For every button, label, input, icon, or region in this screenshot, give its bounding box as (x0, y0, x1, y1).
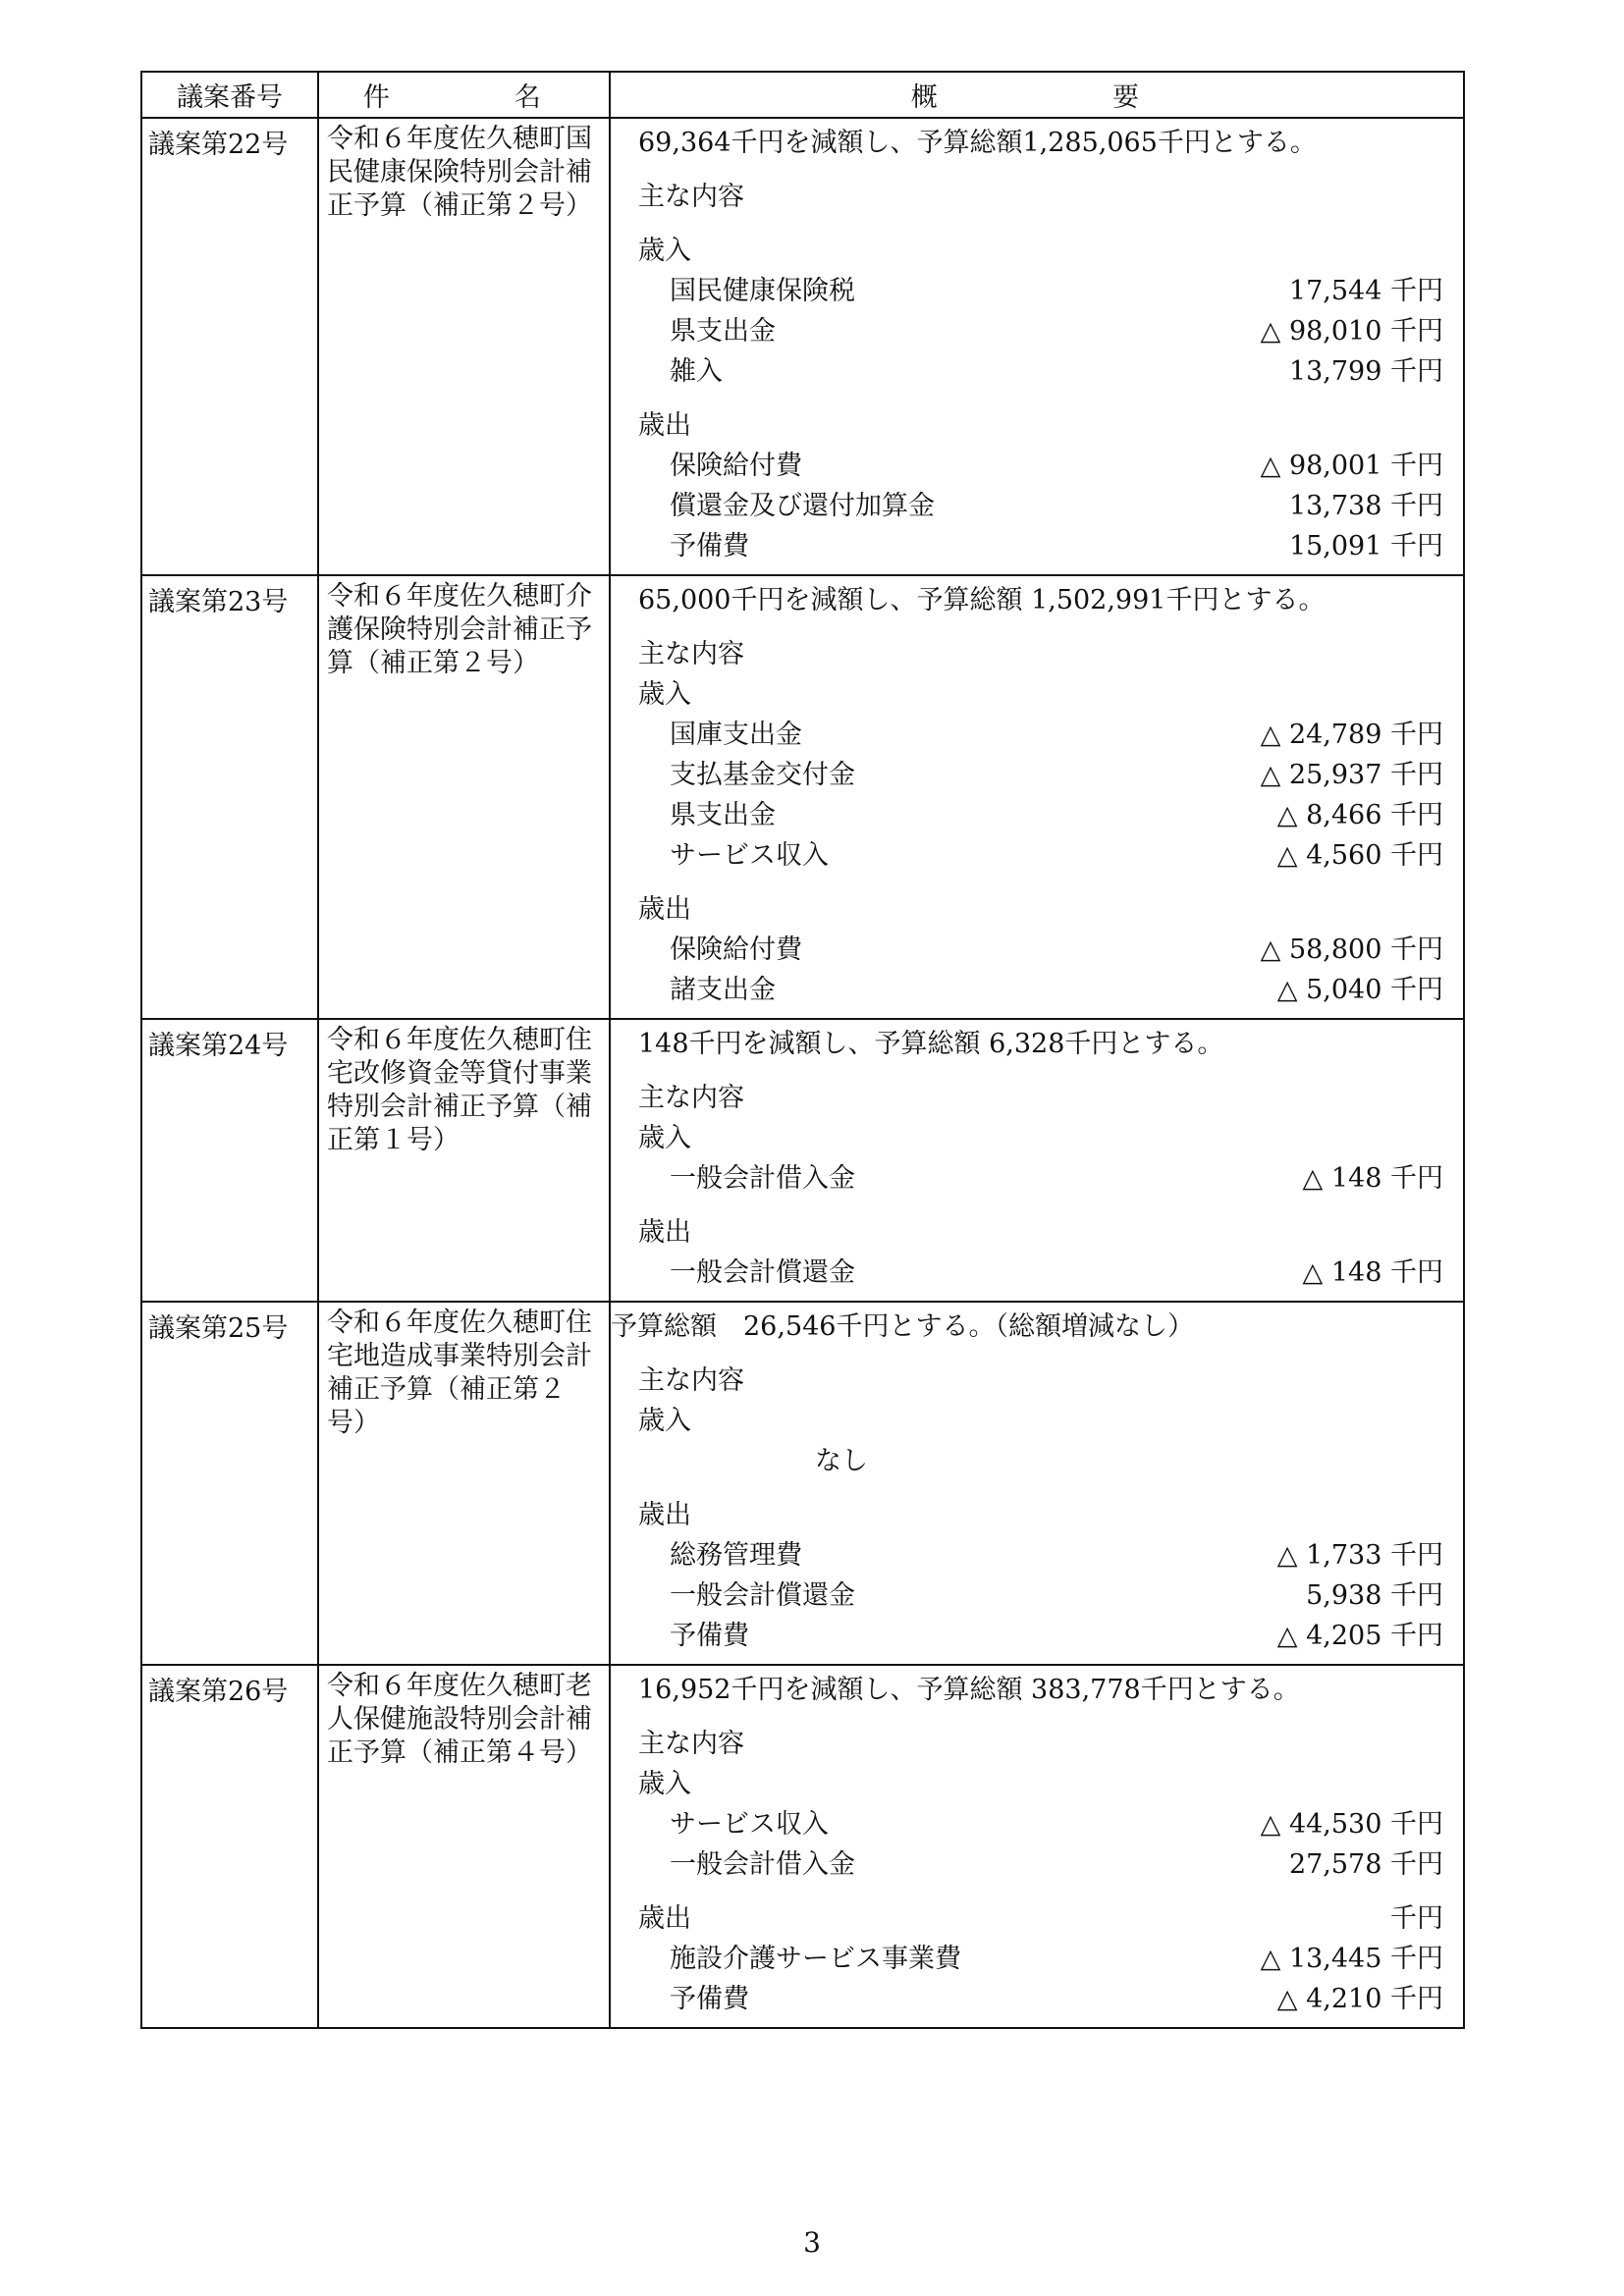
item-name: 予備費 (670, 1984, 749, 2014)
summary-intro: 16,952千円を減額し、予算総額 383,778千円とする。 (638, 1675, 1300, 1705)
list-item (638, 1616, 1443, 1656)
list-item (638, 446, 1443, 486)
expense-label: 歳出 (638, 1903, 691, 1934)
header-summary: 概 要 (610, 72, 1464, 118)
item-amount: 5,938 千円 (1306, 1580, 1443, 1611)
list-item (638, 486, 1443, 526)
item-name: 一般会計償還金 (670, 1580, 855, 1611)
summary-intro: 65,000千円を減額し、予算総額 1,502,991千円とする。 (638, 585, 1326, 615)
expense-label: 歳出 (638, 894, 691, 925)
expense-label: 歳出 (638, 1500, 691, 1530)
revenue-label: 歳入 (638, 679, 691, 710)
item-name: 国庫支出金 (670, 720, 802, 750)
header-number: 議案番号 (141, 72, 318, 118)
main-content-label: 主な内容 (638, 182, 744, 212)
bill-title: 令和６年度佐久穂町住宅改修資金等貸付事業特別会計補正予算（補正第１号） (318, 1019, 610, 1302)
list-item (638, 1575, 1443, 1616)
table-row (141, 575, 1464, 1019)
summary-intro: 予算総額 26,546千円とする。（総額増減なし） (611, 1311, 1194, 1342)
summary-intro: 69,364千円を減額し、予算総額1,285,065千円とする。 (638, 128, 1317, 158)
item-amount: △ 44,530 千円 (1260, 1809, 1443, 1840)
item-amount: △ 4,210 千円 (1276, 1984, 1443, 2014)
list-item (638, 1158, 1443, 1199)
summary-intro: 148千円を減額し、予算総額 6,328千円とする。 (638, 1029, 1224, 1059)
item-amount: △ 25,937 千円 (1260, 760, 1443, 790)
item-amount: △ 5,040 千円 (1276, 975, 1443, 1005)
list-item (638, 1979, 1443, 2019)
expense-unit: 千円 (1390, 1903, 1443, 1934)
item-name: 償還金及び還付加算金 (670, 491, 935, 521)
list-item (638, 351, 1443, 392)
table-row (141, 1302, 1464, 1665)
bill-number: 議案第25号 (141, 1302, 318, 1665)
item-name: 保険給付費 (670, 451, 802, 481)
list-item (638, 930, 1443, 970)
bill-number: 議案第24号 (141, 1019, 318, 1302)
item-amount: 27,578 千円 (1288, 1849, 1443, 1880)
list-item (638, 1804, 1443, 1844)
bill-number: 議案第23号 (141, 575, 318, 1019)
bill-number: 議案第26号 (141, 1665, 318, 2028)
bill-title: 令和６年度佐久穂町老人保健施設特別会計補正予算（補正第４号） (318, 1665, 610, 2028)
revenue-label: 歳入 (638, 1769, 691, 1799)
item-name: 保険給付費 (670, 934, 802, 965)
list-item (638, 715, 1443, 755)
list-item (638, 1535, 1443, 1575)
item-name: サービス収入 (670, 1809, 829, 1840)
list-item (638, 795, 1443, 835)
item-amount: △ 1,733 千円 (1276, 1540, 1443, 1571)
item-amount: △ 98,010 千円 (1260, 316, 1443, 347)
item-name: 支払基金交付金 (670, 760, 855, 790)
bill-summary (610, 1665, 1464, 2028)
item-name: 一般会計償還金 (670, 1257, 855, 1288)
page-number: 3 (803, 2226, 821, 2259)
header-title: 件 名 (318, 72, 610, 118)
bill-summary (610, 1302, 1464, 1665)
item-name: 一般会計借入金 (670, 1163, 855, 1194)
revenue-label: 歳入 (638, 1123, 691, 1153)
item-amount: 15,091 千円 (1288, 531, 1443, 561)
list-item (638, 271, 1443, 311)
list-item (638, 1253, 1443, 1293)
item-name: 国民健康保険税 (670, 276, 855, 306)
list-item (638, 1844, 1443, 1885)
list-item (638, 755, 1443, 795)
table-row (141, 1019, 1464, 1302)
item-name: 県支出金 (670, 800, 776, 830)
item-name: 諸支出金 (670, 975, 776, 1005)
item-amount: △ 8,466 千円 (1276, 800, 1443, 830)
item-amount: 17,544 千円 (1288, 276, 1443, 306)
main-content-label: 主な内容 (638, 639, 744, 669)
revenue-label: 歳入 (638, 1406, 691, 1436)
revenue-none: なし (815, 1446, 868, 1476)
list-item (638, 970, 1443, 1010)
item-name: 一般会計借入金 (670, 1849, 855, 1880)
bill-summary (610, 575, 1464, 1019)
item-amount: △ 58,800 千円 (1260, 934, 1443, 965)
bill-title: 令和６年度佐久穂町国民健康保険特別会計補正予算（補正第２号） (318, 118, 610, 575)
item-amount: △ 148 千円 (1302, 1163, 1443, 1194)
item-amount: △ 4,205 千円 (1276, 1621, 1443, 1651)
item-amount: △ 24,789 千円 (1260, 720, 1443, 750)
revenue-label: 歳入 (638, 236, 691, 266)
list-item (638, 526, 1443, 566)
bill-title: 令和６年度佐久穂町住宅地造成事業特別会計補正予算（補正第２号） (318, 1302, 610, 1665)
budget-table (140, 71, 1465, 2029)
table-row (141, 1665, 1464, 2028)
bill-summary (610, 1019, 1464, 1302)
item-name: 施設介護サービス事業費 (670, 1944, 961, 1974)
item-amount: △ 4,560 千円 (1276, 840, 1443, 871)
item-name: 総務管理費 (670, 1540, 802, 1571)
item-amount: 13,799 千円 (1288, 356, 1443, 387)
item-name: 雑入 (670, 356, 723, 387)
item-name: 予備費 (670, 531, 749, 561)
expense-label: 歳出 (638, 1217, 691, 1248)
item-name: 予備費 (670, 1621, 749, 1651)
item-name: 県支出金 (670, 316, 776, 347)
item-amount: △ 148 千円 (1302, 1257, 1443, 1288)
item-amount: △ 13,445 千円 (1260, 1944, 1443, 1974)
expense-label: 歳出 (638, 410, 691, 441)
expense-label-row (638, 1898, 1443, 1939)
list-item (638, 1939, 1443, 1979)
main-content-label: 主な内容 (638, 1365, 744, 1396)
list-item (638, 311, 1443, 351)
header-row (141, 72, 1464, 118)
table-row (141, 118, 1464, 575)
bill-number: 議案第22号 (141, 118, 318, 575)
item-name: サービス収入 (670, 840, 829, 871)
item-amount: 13,738 千円 (1288, 491, 1443, 521)
bill-title: 令和６年度佐久穂町介護保険特別会計補正予算（補正第２号） (318, 575, 610, 1019)
bill-summary (610, 118, 1464, 575)
main-content-label: 主な内容 (638, 1083, 744, 1113)
item-amount: △ 98,001 千円 (1260, 451, 1443, 481)
main-content-label: 主な内容 (638, 1729, 744, 1759)
list-item (638, 835, 1443, 876)
